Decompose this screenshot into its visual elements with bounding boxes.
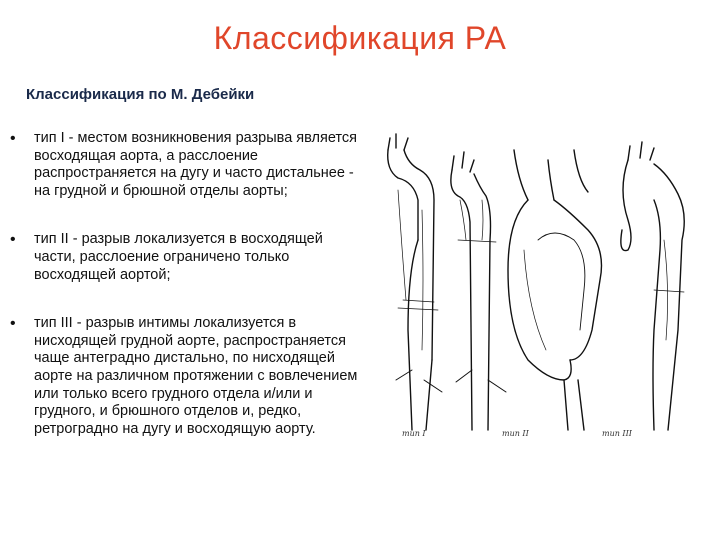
caption-type-1: тип I xyxy=(402,429,426,438)
aorta-aneurysm-drawing xyxy=(508,150,602,430)
bullet-icon: • xyxy=(10,315,16,333)
list-item-text: тип I - местом возникновения разрыва является восходящая аорта, а расслоение распространяется на дугу и часто дистальнее - на грудной и брюшной отделы аорты; xyxy=(34,130,357,199)
list-item-type-2 xyxy=(10,231,362,284)
aorta-type-1-drawing xyxy=(388,134,442,430)
list-item-type-1 xyxy=(10,130,362,200)
slide-title: Классификация РА xyxy=(213,20,507,56)
aorta-type-2-drawing xyxy=(451,152,506,430)
classification-list xyxy=(10,130,362,469)
aorta-drawings-svg xyxy=(378,130,708,442)
list-item-text: тип II - разрыв локализуется в восходящей части, расслоение ограничено только восходящей аортой; xyxy=(34,231,323,283)
caption-type-3: тип III xyxy=(602,429,632,438)
caption-type-2: тип II xyxy=(502,429,529,438)
bullet-icon: • xyxy=(10,130,16,147)
list-item-text: тип III - разрыв интимы локализуется в нисходящей грудной аорте, распространяется чаще антеградно дистально, по нисходящей аорте на различном протяжении с вовлечением или только всего грудного отдела и/или и грудного, и брюшного отделов и, редко, ретроградно на дугу и восходящую аорту. xyxy=(34,315,358,437)
bullet-icon: • xyxy=(10,231,16,249)
aorta-type-3-drawing xyxy=(621,142,684,430)
list-item-type-3 xyxy=(10,315,362,438)
slide-subtitle: Классификация по М. Дебейки xyxy=(26,86,255,103)
aorta-illustration xyxy=(378,130,708,442)
